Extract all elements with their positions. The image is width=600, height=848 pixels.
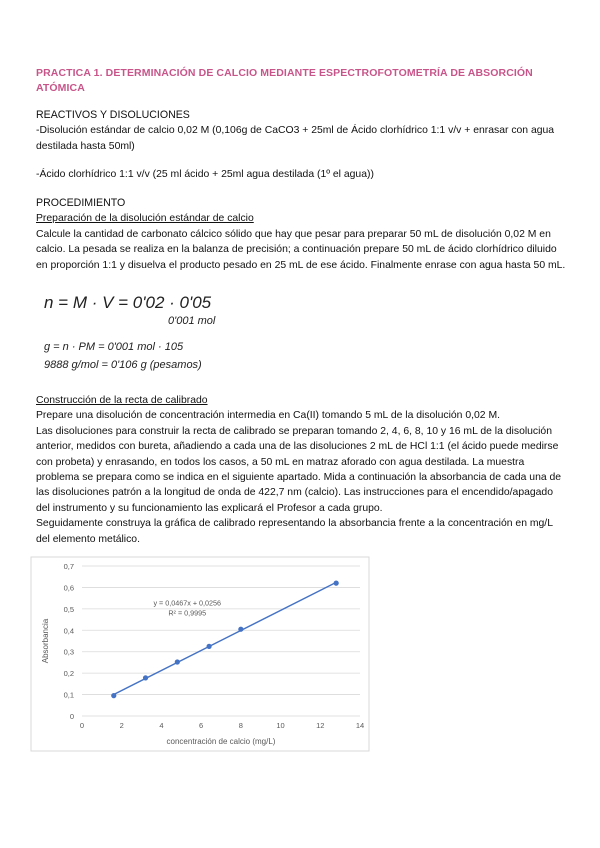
data-point (175, 659, 180, 664)
x-axis-label: concentración de calcio (mg/L) (166, 737, 276, 746)
trendline-equation: y = 0,0467x + 0,0256 (153, 598, 222, 608)
data-point (238, 627, 243, 632)
y-tick-label: 0,4 (63, 626, 74, 636)
x-tick-label: 4 (159, 721, 164, 730)
y-tick-label: 0,7 (63, 562, 74, 571)
x-tick-label: 14 (355, 721, 365, 730)
y-tick-label: 0,1 (63, 690, 74, 700)
x-tick-label: 8 (238, 721, 243, 730)
handwriting-line-2: 0'001 mol (168, 315, 216, 327)
reactivos-section (36, 108, 566, 154)
subheading-calibrado: Construcción de la recta de calibrado (36, 395, 208, 406)
data-point (143, 675, 148, 680)
y-axis-label: Absorbancia (41, 618, 50, 664)
handwriting-line-4: 9888 g/mol = 0'106 g (pesamos) (44, 359, 202, 371)
paragraph-preparacion: Calcule la cantidad de carbonato cálcico sólido que hay que pesar para preparar 50 mL de disolución 0,02 M en calcio. La pesada se realiza en la balanza de precisión; a continuación prepare 50 mL de ácido clorhídrico diluido en proporción 1:1 y disuelva el producto pesado en 25 mL de ese ácido. Finalmente enrase con agua hasta 50 mL. (36, 228, 566, 271)
y-tick-label: 0,6 (63, 583, 74, 593)
reactivo-line-1: -Disolución estándar de calcio 0,02 M (0,106g de CaCO3 + 25ml de Ácido clorhídrico 1:1 v/v + enrasar con agua destilada hasta 50ml) (36, 125, 555, 152)
subheading-preparacion: Preparación de la disolución estándar de calcio (36, 213, 254, 225)
y-tick-label: 0,3 (63, 647, 74, 657)
procedimiento-heading: PROCEDIMIENTO (36, 197, 126, 209)
x-tick-label: 10 (276, 721, 285, 730)
paragraph-disoluciones: Las disoluciones para construir la recta de calibrado se preparan tomando 2, 4, 6, 8, 10 y 16 mL de la disolución anterior, medidos con bureta, añadiendo a cada una de las disoluciones 2 mL de HCl 1:1 (el ácido puede medirse con probeta) y enrasando, en todos los casos, a 50 mL en matraz aforado con agua destilada. La muestra problema se prepara como se indica en el siguiente apartado. Mida a continuación la absorbancia de cada una de las disoluciones patrón a la longitud de onda de 422,7 nm (calcio). Las instrucciones para el encendido/apagado del instrumento y su funcionamiento las explicará el Profesor a cada grupo. (36, 425, 562, 514)
reactivos-heading: REACTIVOS Y DISOLUCIONES (36, 109, 190, 121)
page-title: PRACTICA 1. DETERMINACIÓN DE CALCIO MEDIANTE ESPECTROFOTOMETRÍA DE ABSORCIÓN ATÓMICA (36, 67, 533, 94)
handwriting-line-1: n = M · V = 0'02 · 0'05 (44, 293, 212, 312)
handwriting-line-3: g = n · PM = 0'001 mol · 105 (44, 341, 184, 353)
paragraph-grafica: Seguidamente construya la gráfica de calibrado representando la absorbancia frente a la concentración en mg/L del elemento metálico. (36, 518, 553, 545)
reactivo-line-2: -Ácido clorhídrico 1:1 v/v (25 ml ácido + 25ml agua destilada (1º el agua)) (36, 169, 374, 180)
y-tick-label: 0,2 (63, 669, 74, 679)
data-point (334, 581, 339, 586)
y-tick-label: 0 (69, 712, 74, 721)
x-tick-label: 0 (79, 721, 85, 730)
handwritten-calculation (44, 286, 304, 386)
data-point (206, 644, 211, 649)
calibration-chart (30, 556, 370, 752)
r-squared-label: R² = 0,9995 (168, 608, 207, 618)
calibrado-section (36, 393, 566, 547)
data-point (111, 693, 116, 698)
y-tick-label: 0,5 (63, 604, 74, 614)
x-tick-label: 6 (199, 721, 204, 730)
x-tick-label: 2 (119, 721, 124, 730)
x-tick-label: 12 (316, 721, 325, 730)
paragraph-intermedia: Prepare una disolución de concentración intermedia en Ca(II) tomando 5 mL de la disolución 0,02 M. (36, 410, 500, 422)
procedimiento-section (36, 196, 566, 273)
